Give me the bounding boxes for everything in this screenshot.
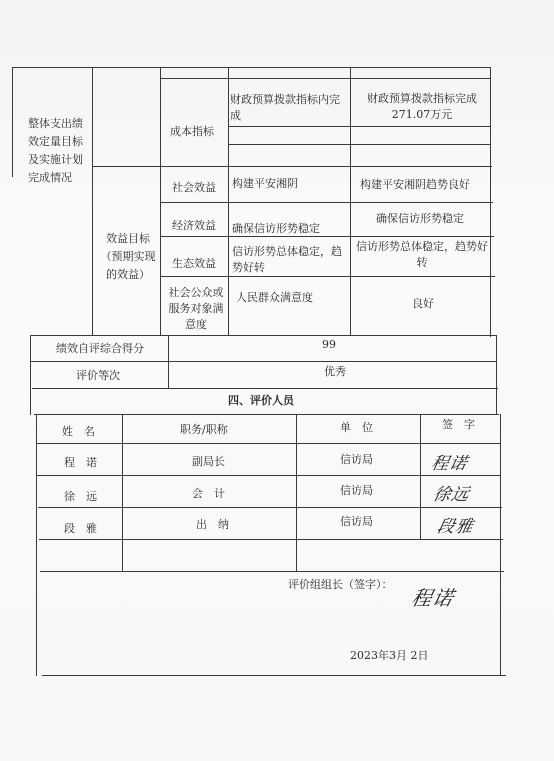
social-benefit-plan: 构建平安湘阴 [232, 177, 298, 190]
staff-name: 徐 远 [64, 490, 97, 503]
rule [228, 67, 229, 335]
rule [36, 443, 500, 444]
staff-name: 段 雅 [64, 522, 97, 535]
rule [37, 475, 501, 476]
staff-unit: 信访局 [340, 515, 373, 528]
rule [32, 388, 498, 389]
rule [420, 414, 421, 540]
rule [39, 539, 503, 540]
section4-title: 四、评价人员 [228, 394, 294, 407]
row-header-label: 整体支出绩效定量目标及实施计划完成情况 [28, 117, 83, 184]
rule [160, 236, 494, 237]
rule [36, 414, 37, 676]
satisfaction-actual: 良好 [412, 297, 434, 310]
rule [296, 414, 297, 572]
rule [350, 67, 351, 335]
rule [122, 414, 123, 572]
staff-title: 出 纳 [196, 518, 229, 531]
social-benefit-actual: 构建平安湘阴趋势良好 [360, 178, 470, 191]
rule [30, 361, 497, 362]
grade-label: 评价等次 [76, 369, 120, 382]
report-date: 2023年3月 2日 [350, 649, 429, 662]
header-title: 职务/职称 [180, 423, 228, 436]
ecological-benefit-plan: 信访形势总体稳定，趋势好转 [232, 245, 342, 274]
rule [168, 335, 169, 389]
rule [12, 67, 13, 177]
header-name: 姓 名 [62, 425, 95, 438]
signature-1: 程诺 [429, 454, 470, 474]
cost-plan-value: 财政预算拨款指标内完成 [230, 93, 340, 122]
rule [38, 507, 502, 508]
benefit-group-label: 效益目标（预期实现的效益） [100, 232, 156, 281]
rule [30, 335, 31, 415]
rule [160, 202, 493, 203]
ecological-benefit-label: 生态效益 [172, 257, 216, 270]
rule [30, 335, 496, 336]
satisfaction-plan: 人民群众满意度 [236, 291, 313, 304]
signature-2: 徐远 [431, 485, 472, 505]
header-signature: 签 字 [442, 418, 475, 431]
rule [160, 78, 490, 79]
rule [160, 276, 495, 277]
header-unit: 单 位 [340, 421, 373, 434]
staff-title: 副局长 [192, 455, 225, 468]
social-benefit-label: 社会效益 [172, 181, 216, 194]
economic-benefit-actual: 确保信访形势稳定 [376, 212, 464, 225]
rule [496, 335, 497, 415]
rule [40, 571, 504, 572]
score-label: 绩效自评综合得分 [56, 342, 144, 355]
satisfaction-label: 社会公众或服务对象满意度 [168, 286, 224, 331]
staff-unit: 信访局 [340, 453, 373, 466]
leader-signature-label: 评价组组长（签字）： [288, 578, 393, 591]
cost-indicator-label: 成本指标 [170, 125, 214, 138]
rule [500, 414, 501, 676]
rule [92, 166, 492, 167]
signature-3: 段雅 [435, 517, 476, 537]
rule [228, 126, 490, 127]
ecological-benefit-actual: 信访形势总体稳定，趋势好转 [356, 240, 488, 269]
leader-signature: 程诺 [409, 586, 457, 610]
staff-name: 程 诺 [64, 456, 97, 469]
rule [92, 67, 93, 335]
rule [490, 67, 491, 337]
economic-benefit-label: 经济效益 [172, 219, 216, 232]
economic-benefit-plan: 确保信访形势稳定 [232, 222, 320, 235]
staff-title: 会 计 [192, 487, 225, 500]
rule [160, 67, 161, 335]
rule [42, 675, 506, 676]
grade-value: 优秀 [324, 365, 346, 378]
cost-actual-value: 财政预算拨款指标完成271.07万元 [367, 92, 477, 121]
staff-unit: 信访局 [340, 484, 373, 497]
rule [12, 67, 490, 68]
score-value: 99 [322, 338, 336, 351]
rule [34, 414, 499, 415]
rule [228, 144, 490, 145]
